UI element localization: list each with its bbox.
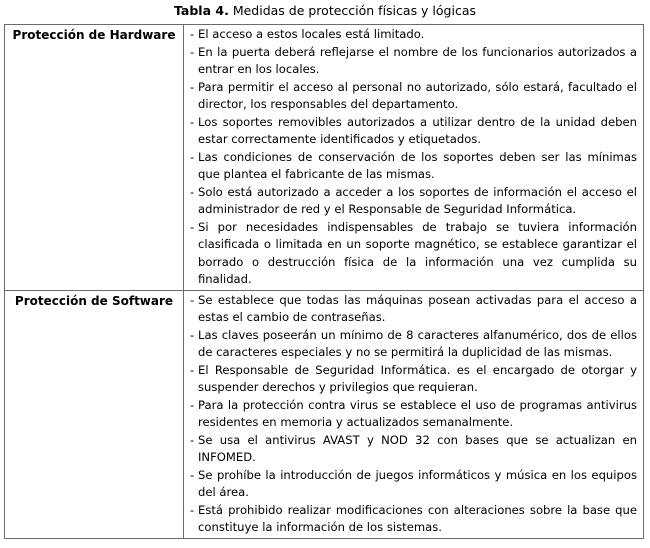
list-item: - El Responsable de Seguridad Informática. es el encargado de otorgar y suspender derechos y privilegios que requieran. xyxy=(190,362,637,397)
measures-list-software xyxy=(190,292,637,537)
table-caption xyxy=(0,3,650,19)
list-item: - Si por necesidades indispensables de trabajo se tuviera información clasificada o limitada en un soporte magnético, se establece garantizar el borrado o destrucción física de la información una vez cumplida su finalidad. xyxy=(190,219,637,289)
category-cell-software: Protección de Software xyxy=(5,290,184,538)
list-item: - En la puerta deberá reflejarse el nombre de los funcionarios autorizados a entrar en los locales. xyxy=(190,44,637,79)
list-item: - Para la protección contra virus se establece el uso de programas antivirus residentes en memoria y actualizados semanalmente. xyxy=(190,397,637,432)
list-item: - El acceso a estos locales está limitado. xyxy=(190,26,637,44)
caption-title: Medidas de protección físicas y lógicas xyxy=(232,3,476,18)
list-item: - Para permitir el acceso al personal no autorizado, sólo estará, facultado el director, los responsables del departamento. xyxy=(190,79,637,114)
list-item: - Se prohíbe la introducción de juegos informáticos y música en los equipos del área. xyxy=(190,467,637,502)
list-item: - Solo está autorizado a acceder a los soportes de información el acceso el administrador de red y el Responsable de Seguridad Informática. xyxy=(190,184,637,219)
table-row xyxy=(5,25,644,291)
list-item: - Está prohibido realizar modificaciones con alteraciones sobre la base que constituye la información de los sistemas. xyxy=(190,502,637,537)
category-cell-hardware: Protección de Hardware xyxy=(5,25,184,291)
protection-measures-table xyxy=(4,24,644,539)
table-row xyxy=(5,290,644,538)
list-item: - Los soportes removibles autorizados a utilizar dentro de la unidad deben estar correctamente identificados y etiquetados. xyxy=(190,114,637,149)
list-item: - Las claves poseerán un mínimo de 8 caracteres alfanumérico, dos de ellos de caracteres especiales y no se permitirá la duplicidad de las mismas. xyxy=(190,327,637,362)
measures-cell-software xyxy=(184,290,644,538)
measures-list-hardware xyxy=(190,26,637,289)
list-item: - Las condiciones de conservación de los soportes deben ser las mínimas que plantea el fabricante de las mismas. xyxy=(190,149,637,184)
list-item: - Se usa el antivirus AVAST y NOD 32 con bases que se actualizan en INFOMED. xyxy=(190,432,637,467)
measures-cell-hardware xyxy=(184,25,644,291)
caption-label: Tabla 4. xyxy=(174,3,229,18)
list-item: - Se establece que todas las máquinas posean activadas para el acceso a estas el cambio de contraseñas. xyxy=(190,292,637,327)
